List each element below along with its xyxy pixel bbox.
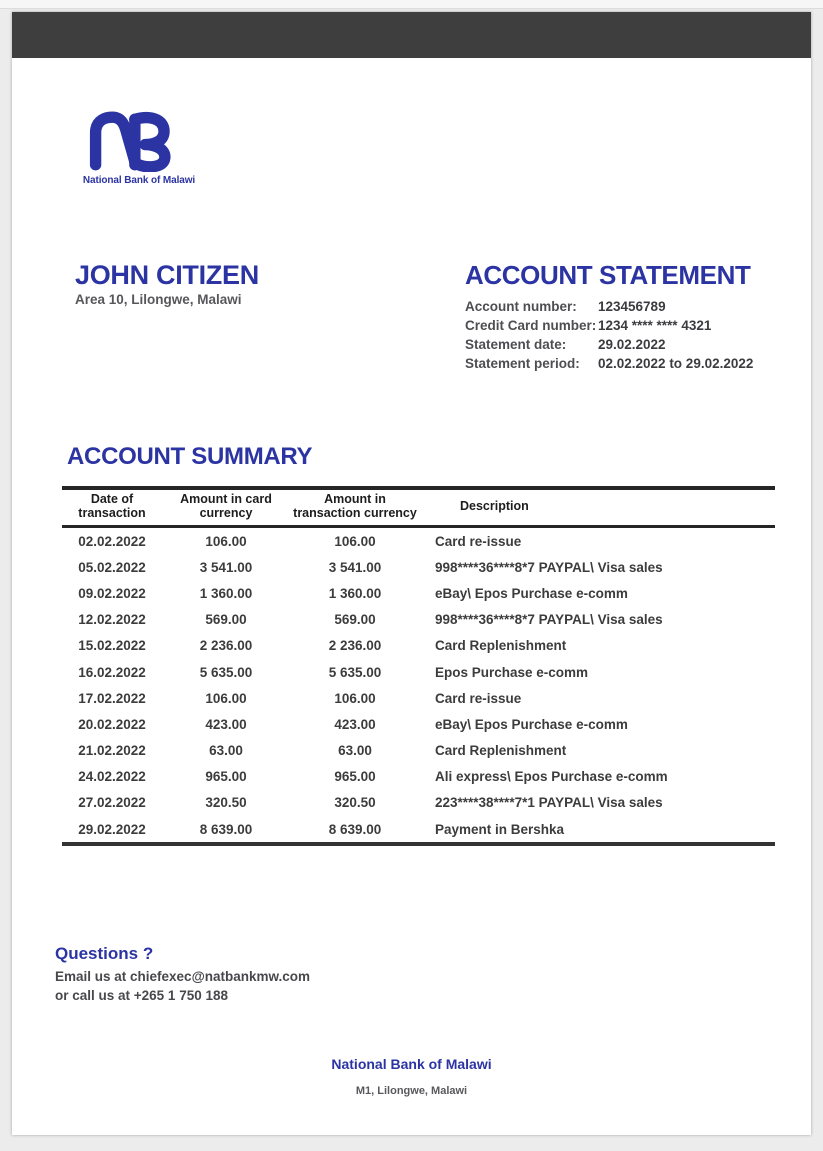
- cell-date: 24.02.2022: [78, 769, 146, 785]
- cell-amount-card: 320.50: [205, 795, 247, 811]
- cell-amount-transaction: 5 635.00: [328, 664, 382, 680]
- cell-amount-transaction: 63.00: [338, 743, 372, 759]
- cell-amount-card: 106.00: [205, 533, 247, 549]
- statement-field-row: [465, 354, 765, 373]
- cell-date: 21.02.2022: [78, 743, 146, 759]
- window-chrome-strip: [0, 0, 823, 9]
- col-header-amount-transaction: Amount in transaction currency: [293, 492, 417, 520]
- col-header-description: Description: [460, 499, 529, 513]
- cell-amount-transaction: 320.50: [334, 795, 376, 811]
- questions-phone-line: or call us at +265 1 750 188: [55, 988, 228, 1003]
- cell-description: Payment in Bershka: [435, 821, 565, 837]
- col-header-amount-card: Amount in card currency: [180, 492, 272, 520]
- statement-field-row: [465, 316, 765, 335]
- cell-amount-card: 423.00: [205, 716, 247, 732]
- cell-amount-transaction: 1 360.00: [328, 585, 382, 601]
- cell-amount-transaction: 8 639.00: [328, 821, 382, 837]
- table-row: [62, 659, 775, 685]
- table-row: [62, 607, 775, 633]
- cell-date: 16.02.2022: [78, 664, 146, 680]
- cell-description: 998****36****8*7 PAYPAL\ Visa sales: [435, 559, 663, 575]
- account-number-value: 123456789: [598, 299, 666, 314]
- bank-logo: [74, 110, 204, 186]
- table-row: [62, 711, 775, 737]
- cell-amount-transaction: 106.00: [334, 533, 376, 549]
- cell-amount-transaction: 965.00: [334, 769, 376, 785]
- cell-date: 05.02.2022: [78, 559, 146, 575]
- cell-amount-card: 8 639.00: [199, 821, 253, 837]
- questions-email-line: Email us at chiefexec@natbankmw.com: [55, 969, 311, 984]
- cell-description: eBay\ Epos Purchase e-comm: [435, 716, 628, 732]
- nb-monogram-icon: [87, 110, 191, 172]
- cell-amount-card: 106.00: [205, 690, 247, 706]
- table-row: [62, 790, 775, 816]
- table-row: [62, 816, 775, 844]
- cell-date: 12.02.2022: [78, 612, 146, 628]
- cell-amount-card: 569.00: [205, 612, 247, 628]
- cell-description: Card Replenishment: [435, 743, 567, 759]
- cell-date: 27.02.2022: [78, 795, 146, 811]
- cell-amount-transaction: 3 541.00: [328, 559, 382, 575]
- cell-amount-card: 63.00: [209, 743, 243, 759]
- page-top-dark-bar: [12, 12, 811, 58]
- cell-date: 29.02.2022: [78, 821, 146, 837]
- questions-block: [55, 944, 310, 1005]
- transactions-table: [62, 486, 775, 846]
- questions-title: Questions ?: [55, 944, 154, 963]
- cell-date: 02.02.2022: [78, 533, 146, 549]
- cell-description: Epos Purchase e-comm: [435, 664, 589, 680]
- footer-bank-name: National Bank of Malawi: [331, 1056, 492, 1072]
- cell-amount-card: 965.00: [205, 769, 247, 785]
- cell-amount-transaction: 423.00: [334, 716, 376, 732]
- cell-amount-card: 2 236.00: [199, 638, 253, 654]
- statement-field-row: [465, 297, 765, 316]
- table-row: [62, 580, 775, 606]
- account-number-label: Account number:: [465, 299, 577, 314]
- cell-description: Ali express\ Epos Purchase e-comm: [435, 769, 668, 785]
- credit-card-number-value: 1234 **** **** 4321: [598, 318, 712, 333]
- footer-bank-address: M1, Lilongwe, Malawi: [355, 1085, 468, 1097]
- table-row: [62, 685, 775, 711]
- cell-amount-card: 1 360.00: [199, 585, 253, 601]
- statement-date-value: 29.02.2022: [598, 337, 666, 352]
- cell-date: 17.02.2022: [78, 690, 146, 706]
- customer-name: JOHN CITIZEN: [75, 260, 259, 290]
- cell-description: 998****36****8*7 PAYPAL\ Visa sales: [435, 612, 663, 628]
- cell-date: 15.02.2022: [78, 638, 146, 654]
- cell-amount-transaction: 106.00: [334, 690, 376, 706]
- cell-description: Card re-issue: [435, 690, 522, 706]
- col-header-date: Date of transaction: [78, 492, 146, 520]
- table-row: [62, 764, 775, 790]
- cell-date: 20.02.2022: [78, 716, 146, 732]
- table-row: [62, 738, 775, 764]
- table-row: [62, 633, 775, 659]
- statement-info-block: [465, 261, 765, 373]
- table-row: [62, 527, 775, 555]
- credit-card-number-label: Credit Card number:: [465, 318, 597, 333]
- customer-address: Area 10, Lilongwe, Malawi: [75, 292, 242, 307]
- cell-description: eBay\ Epos Purchase e-comm: [435, 585, 628, 601]
- cell-amount-card: 3 541.00: [199, 559, 253, 575]
- cell-amount-transaction: 569.00: [334, 612, 376, 628]
- cell-amount-transaction: 2 236.00: [328, 638, 382, 654]
- table-row: [62, 554, 775, 580]
- cell-amount-card: 5 635.00: [199, 664, 253, 680]
- statement-period-value: 02.02.2022 to 29.02.2022: [598, 356, 754, 371]
- account-summary-title: ACCOUNT SUMMARY: [67, 443, 313, 470]
- statement-period-label: Statement period:: [465, 356, 580, 371]
- cell-date: 09.02.2022: [78, 585, 146, 601]
- statement-title: ACCOUNT STATEMENT: [465, 260, 751, 290]
- cell-description: 223****38****7*1 PAYPAL\ Visa sales: [435, 795, 663, 811]
- table-header-row: [62, 488, 775, 527]
- cell-description: Card re-issue: [435, 533, 522, 549]
- statement-date-label: Statement date:: [465, 337, 567, 352]
- page-footer: [12, 1056, 811, 1097]
- bank-logo-tagline: National Bank of Malawi: [82, 175, 196, 186]
- customer-block: [75, 261, 259, 307]
- statement-field-row: [465, 335, 765, 354]
- statement-page: [12, 12, 811, 1135]
- cell-description: Card Replenishment: [435, 638, 567, 654]
